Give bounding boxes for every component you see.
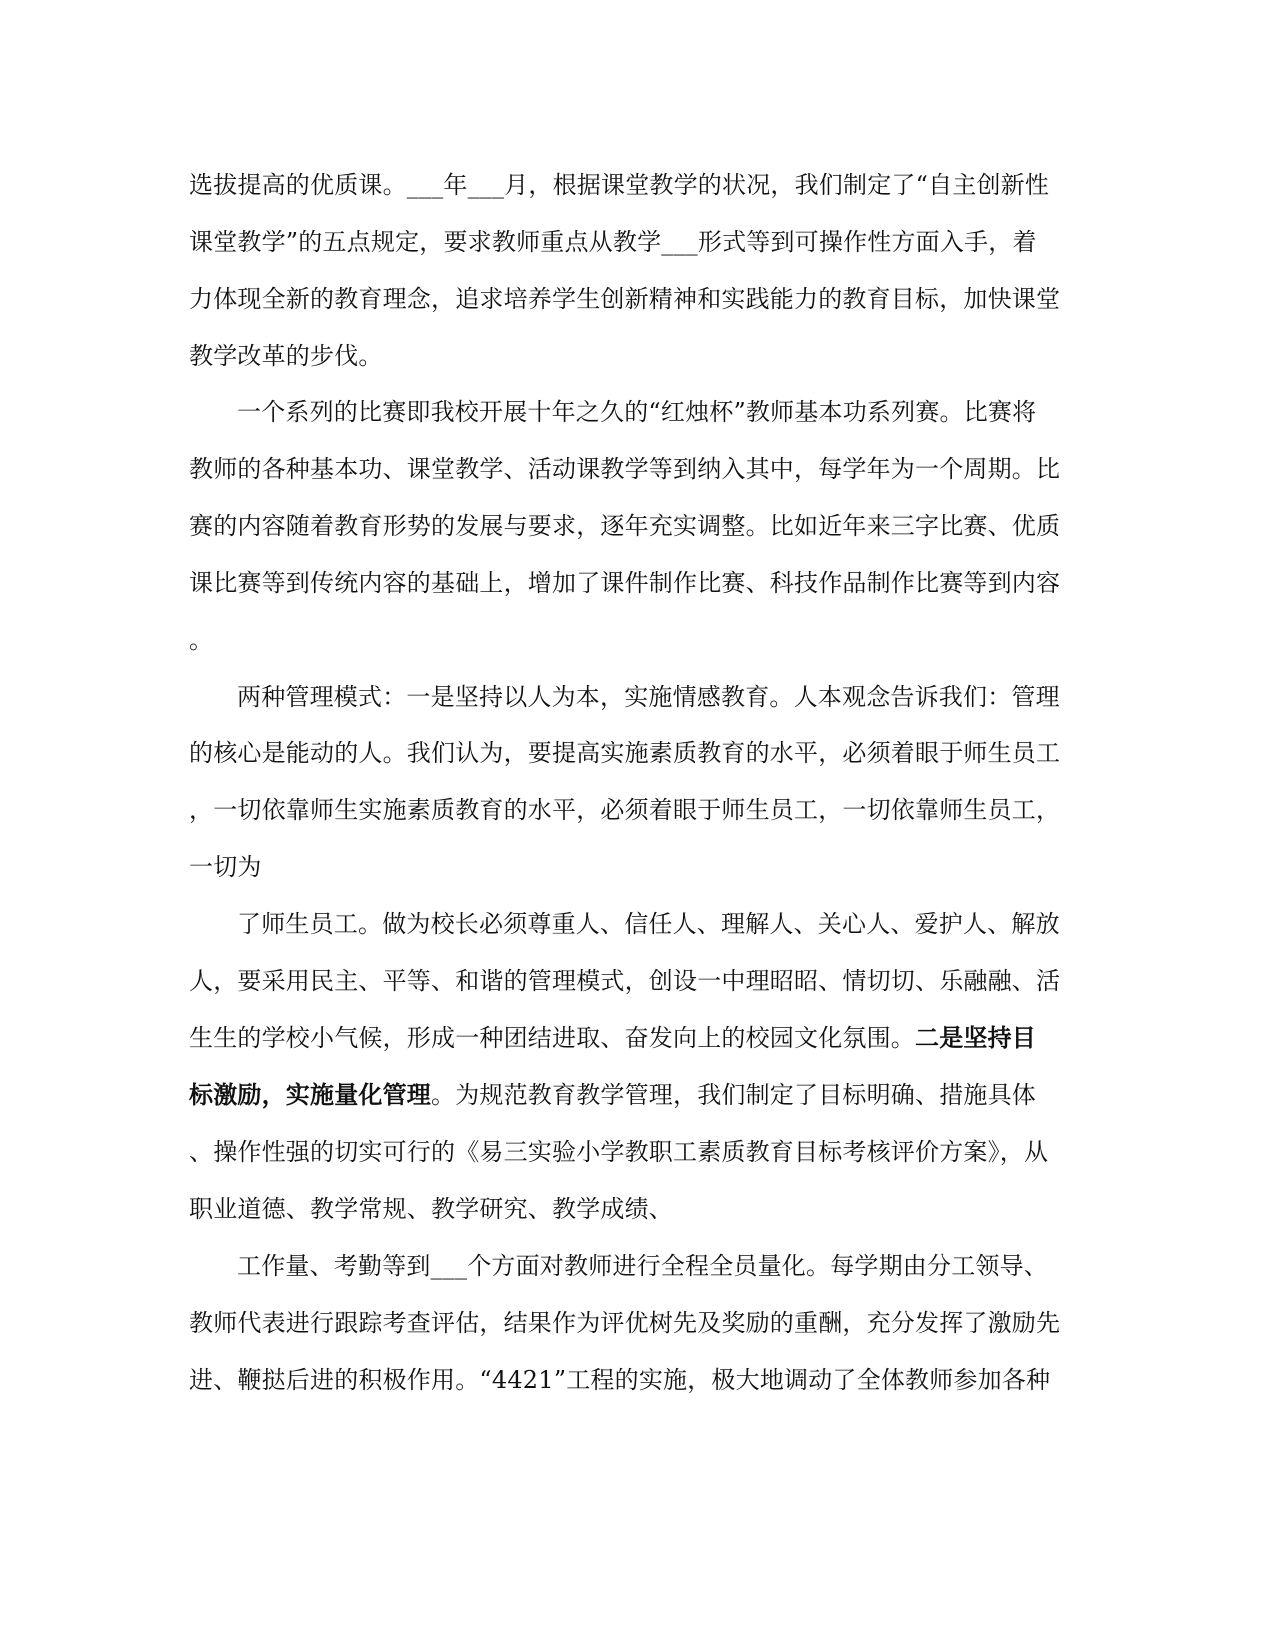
paragraph-line: ，一切依靠师生实施素质教育的水平，必须着眼于师生员工，一切依靠师生员工， xyxy=(189,796,1061,824)
paragraph-line xyxy=(189,1018,1089,1058)
paragraph-line: 了师生员工。做为校长必须尊重人、信任人、理解人、关心人、爱护人、解放 xyxy=(237,910,1060,938)
paragraph-line: 人，要采用民主、平等、和谐的管理模式，创设一中理昭昭、情切切、乐融融、活 xyxy=(189,967,1061,995)
bold-text-run: 二是坚持目 xyxy=(915,1023,1036,1052)
paragraph-line: 教师的各种基本功、课堂教学、活动课教学等到纳入其中，每学年为一个周期。比 xyxy=(189,455,1061,483)
paragraph-line: 赛的内容随着教育形势的发展与要求，逐年充实调整。比如近年来三字比赛、优质 xyxy=(189,512,1061,540)
text-run: 。为规范教育教学管理，我们制定了目标明确、措施具体 xyxy=(431,1081,1036,1109)
paragraph-line: 一切为 xyxy=(189,853,262,881)
paragraph-line: 两种管理模式：一是坚持以人为本，实施情感教育。人本观念告诉我们：管理 xyxy=(237,683,1060,711)
paragraph-line xyxy=(189,1075,1089,1115)
paragraph-line: 课堂教学”的五点规定，要求教师重点从教学___形式等到可操作性方面入手，着 xyxy=(189,228,1037,256)
paragraph-line: 进、鞭挞后进的积极作用。“4421”工程的实施，极大地调动了全体教师参加各种 xyxy=(189,1366,1051,1394)
paragraph-line: 教师代表进行跟踪考查评估，结果作为评优树先及奖励的重酬，充分发挥了激励先 xyxy=(189,1309,1061,1337)
paragraph-line: 职业道德、教学常规、教学研究、教学成绩、 xyxy=(189,1195,673,1223)
paragraph-line: 力体现全新的教育理念，追求培养学生创新精神和实践能力的教育目标，加快课堂 xyxy=(189,285,1061,313)
paragraph-line: 工作量、考勤等到___个方面对教师进行全程全员量化。每学期由分工领导、 xyxy=(237,1252,1048,1280)
paragraph-line: 、操作性强的切实可行的《易三实验小学教职工素质教育目标考核评价方案》，从 xyxy=(189,1138,1049,1166)
paragraph-line: 的核心是能动的人。我们认为，要提高实施素质教育的水平，必须着眼于师生员工 xyxy=(189,739,1061,767)
bold-text-run: 标激励，实施量化管理 xyxy=(189,1080,431,1109)
paragraph-line: 一个系列的比赛即我校开展十年之久的“红烛杯”教师基本功系列赛。比赛将 xyxy=(237,398,1037,426)
paragraph-line: 教学改革的步伐。 xyxy=(189,342,383,370)
paragraph-line: 课比赛等到传统内容的基础上，增加了课件制作比赛、科技作品制作比赛等到内容 xyxy=(189,569,1061,597)
paragraph-line: 选拔提高的优质课。___年___月，根据课堂教学的状况，我们制定了“自主创新性 xyxy=(189,171,1050,199)
paragraph-line: 。 xyxy=(189,626,214,654)
text-run: 生生的学校小气候，形成一种团结进取、奋发向上的校园文化氛围。 xyxy=(189,1024,915,1052)
